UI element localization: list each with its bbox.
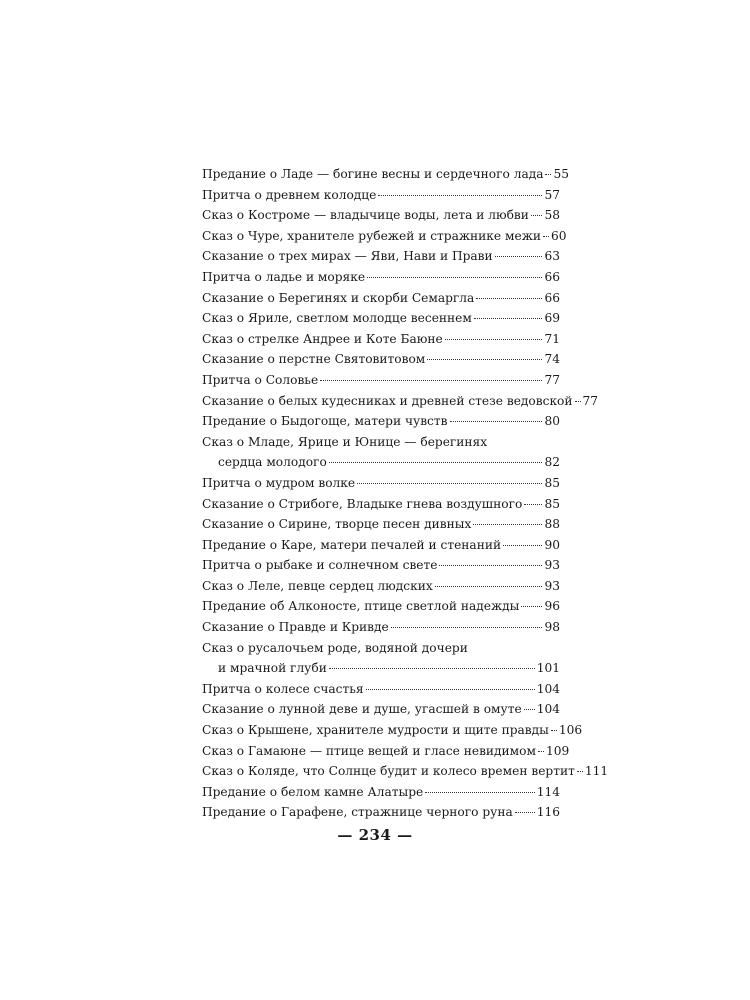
toc-entry [202,267,560,288]
toc-entry-row [202,741,570,762]
toc-entry-page: 82 [544,455,560,470]
dot-leader [577,771,583,772]
toc-entry-title: Предание о Ладе — богине весны и сердечного лада [202,167,544,181]
toc-entry-title: Притча о колесе счастья [202,681,364,696]
table-of-contents [202,164,609,823]
toc-entry [202,720,583,741]
toc-entry [202,185,560,206]
toc-entry [202,514,560,535]
toc-entry-title: Предание о Каре, матери печалей и стенаний [202,537,502,552]
toc-entry-row [202,205,560,226]
dot-leader [503,545,542,546]
dot-leader [515,812,535,813]
dot-leader [357,483,542,484]
toc-entry-row [202,658,560,679]
toc-entry [202,432,560,473]
toc-entry-row [202,164,569,185]
toc-entry [202,329,560,350]
toc-entry [202,164,569,185]
toc-entry-row [202,185,560,206]
toc-entry-page: 60 [551,228,567,243]
toc-entry-title: Сказание о Сирине, творце песен дивных [202,517,472,532]
toc-entry-page: 55 [553,167,569,181]
toc-entry-row [202,288,560,309]
toc-entry-page: 116 [536,805,560,820]
toc-entry-title: Предание о Гарафене, стражнице черного руна [202,805,513,820]
toc-entry-page: 85 [544,475,560,490]
toc-entry-row [202,576,560,597]
toc-entry-row [202,246,560,267]
toc-entry-page: 96 [544,599,560,614]
toc-entry-title: Сказание о перстне Святовитовом [202,352,426,367]
dot-leader [367,277,542,278]
toc-entry-title-line1: Сказ о Младе, Ярице и Юнице — берегинях [202,434,488,449]
toc-entry-row [202,514,560,535]
toc-entry-row [202,679,560,700]
dot-leader [551,730,557,731]
toc-entry [202,370,560,391]
dot-leader [531,215,543,216]
toc-entry-title: Сказ о Крышене, хранителе мудрости и щите правды [202,723,549,738]
dot-leader [495,256,543,257]
toc-entry-row [202,391,599,412]
dot-leader [575,401,581,402]
toc-entry-row [202,226,567,247]
toc-entry [202,494,560,515]
toc-entry-title: Предание об Алконосте, птице светлой надежды [202,599,520,614]
dot-leader [450,421,543,422]
toc-entry [202,473,560,494]
toc-entry-row [202,720,583,741]
dot-leader [320,380,542,381]
dot-leader [524,709,535,710]
toc-entry [202,638,560,679]
toc-entry [202,699,560,720]
toc-entry-title: Сказ о Леле, певце сердец людских [202,578,433,593]
toc-entry [202,349,560,370]
dot-leader [378,195,542,196]
dot-leader [329,668,535,669]
dot-leader [435,586,543,587]
toc-entry-page: 66 [544,269,560,284]
toc-entry-page: 85 [544,496,560,511]
dot-leader [391,627,543,628]
toc-entry-row [202,370,560,391]
toc-entry-page: 66 [544,290,560,305]
toc-entry-row [202,494,560,515]
dot-leader [543,236,549,237]
toc-entry [202,288,560,309]
toc-entry-title: Предание о белом камне Алатыре [202,784,424,799]
dot-leader [425,792,535,793]
dot-leader [366,689,535,690]
dot-leader [427,359,542,360]
toc-entry [202,246,560,267]
toc-entry [202,679,560,700]
toc-entry-row [202,267,560,288]
toc-entry-title: Сказ о Коляде, что Солнце будит и колесо времен вертит [202,764,575,779]
toc-entry-row [202,473,560,494]
toc-entry [202,576,560,597]
toc-entry-page: 63 [544,249,560,264]
toc-entry [202,308,560,329]
toc-entry-row [202,329,560,350]
toc-entry-title: Притча о древнем колодце [202,187,377,202]
toc-entry-title: Сказ о Костроме — владычице воды, лета и любви [202,208,529,223]
toc-entry-title: и мрачной глуби [218,661,327,676]
toc-entry-title: Притча о мудром волке [202,475,356,490]
toc-entry-row [202,782,560,803]
toc-entry [202,761,609,782]
toc-entry-page: 71 [544,331,560,346]
toc-entry-page: 106 [558,723,583,738]
dot-leader [538,751,544,752]
dot-leader [524,504,542,505]
toc-entry-title: сердца молодого [218,455,327,470]
toc-entry-title: Сказание о лунной деве и душе, угасшей в омуте [202,702,522,717]
toc-entry-title: Сказание о Правде и Кривде [202,620,389,635]
toc-entry-title: Сказание о Стрибоге, Владыке гнева воздушного [202,496,523,511]
toc-entry-page: 114 [536,784,560,799]
toc-entry-page: 93 [544,558,560,573]
toc-entry-page: 80 [544,414,560,429]
dot-leader [329,462,543,463]
toc-entry-page: 57 [544,187,560,202]
toc-entry-page: 93 [544,578,560,593]
dot-leader [521,606,542,607]
dot-leader [473,524,542,525]
page-number: — 234 — [337,826,413,844]
toc-entry [202,782,560,803]
toc-entry-title: Сказ о Гамаюне — птице вещей и гласе невидимом [202,743,536,758]
toc-entry [202,205,560,226]
dot-leader [474,318,543,319]
toc-entry-page: 90 [544,537,560,552]
toc-entry-page: 98 [544,620,560,635]
toc-entry-title: Сказ о Чуре, хранителе рубежей и стражнике межи [202,228,542,243]
toc-entry-page: 77 [544,372,560,387]
dot-leader [476,298,542,299]
toc-entry-title: Сказание о Берегинях и скорби Семаргла [202,290,475,305]
toc-entry-row [202,596,560,617]
toc-entry-title: Сказание о белых кудесниках и древней стезе ведовской [202,393,573,408]
toc-entry-row [202,699,560,720]
toc-entry [202,555,560,576]
toc-entry-title: Притча о Соловье [202,372,319,387]
dot-leader [439,565,542,566]
toc-entry-page: 77 [582,393,599,408]
toc-entry [202,802,560,823]
toc-entry-title: Сказание о трех мирах — Яви, Нави и Прави [202,249,493,264]
dot-leader [545,174,551,175]
toc-entry-title-line1: Сказ о русалочьем роде, водяной дочери [202,640,468,655]
toc-entry [202,226,567,247]
toc-entry [202,617,560,638]
toc-entry-row [202,617,560,638]
toc-entry-page: 101 [536,661,560,676]
toc-entry-title: Притча о ладье и моряке [202,269,366,284]
toc-entry-row [202,308,560,329]
toc-entry-row [202,535,560,556]
toc-entry-title: Притча о рыбаке и солнечном свете [202,558,438,573]
toc-entry-row [202,761,609,782]
toc-entry [202,391,599,412]
toc-entry-page: 104 [536,681,560,696]
toc-entry-page: 104 [536,702,560,717]
toc-entry-page: 74 [544,352,560,367]
toc-entry-page: 69 [544,311,560,326]
toc-entry [202,596,560,617]
toc-entry-title: Предание о Быдогоще, матери чувств [202,414,448,429]
toc-entry-row [202,452,560,473]
toc-entry [202,741,570,762]
toc-entry-row [202,555,560,576]
toc-entry-page: 109 [545,743,570,758]
toc-entry-row [202,411,560,432]
toc-entry-title: Сказ о стрелке Андрее и Коте Баюне [202,331,443,346]
toc-entry-row [202,349,560,370]
dot-leader [445,339,543,340]
toc-entry-title: Сказ о Яриле, светлом молодце весеннем [202,311,472,326]
toc-entry [202,535,560,556]
toc-entry-page: 88 [544,517,560,532]
toc-entry-page: 58 [544,208,560,223]
toc-entry-page: 111 [584,764,609,779]
toc-entry-row [202,802,560,823]
toc-entry [202,411,560,432]
